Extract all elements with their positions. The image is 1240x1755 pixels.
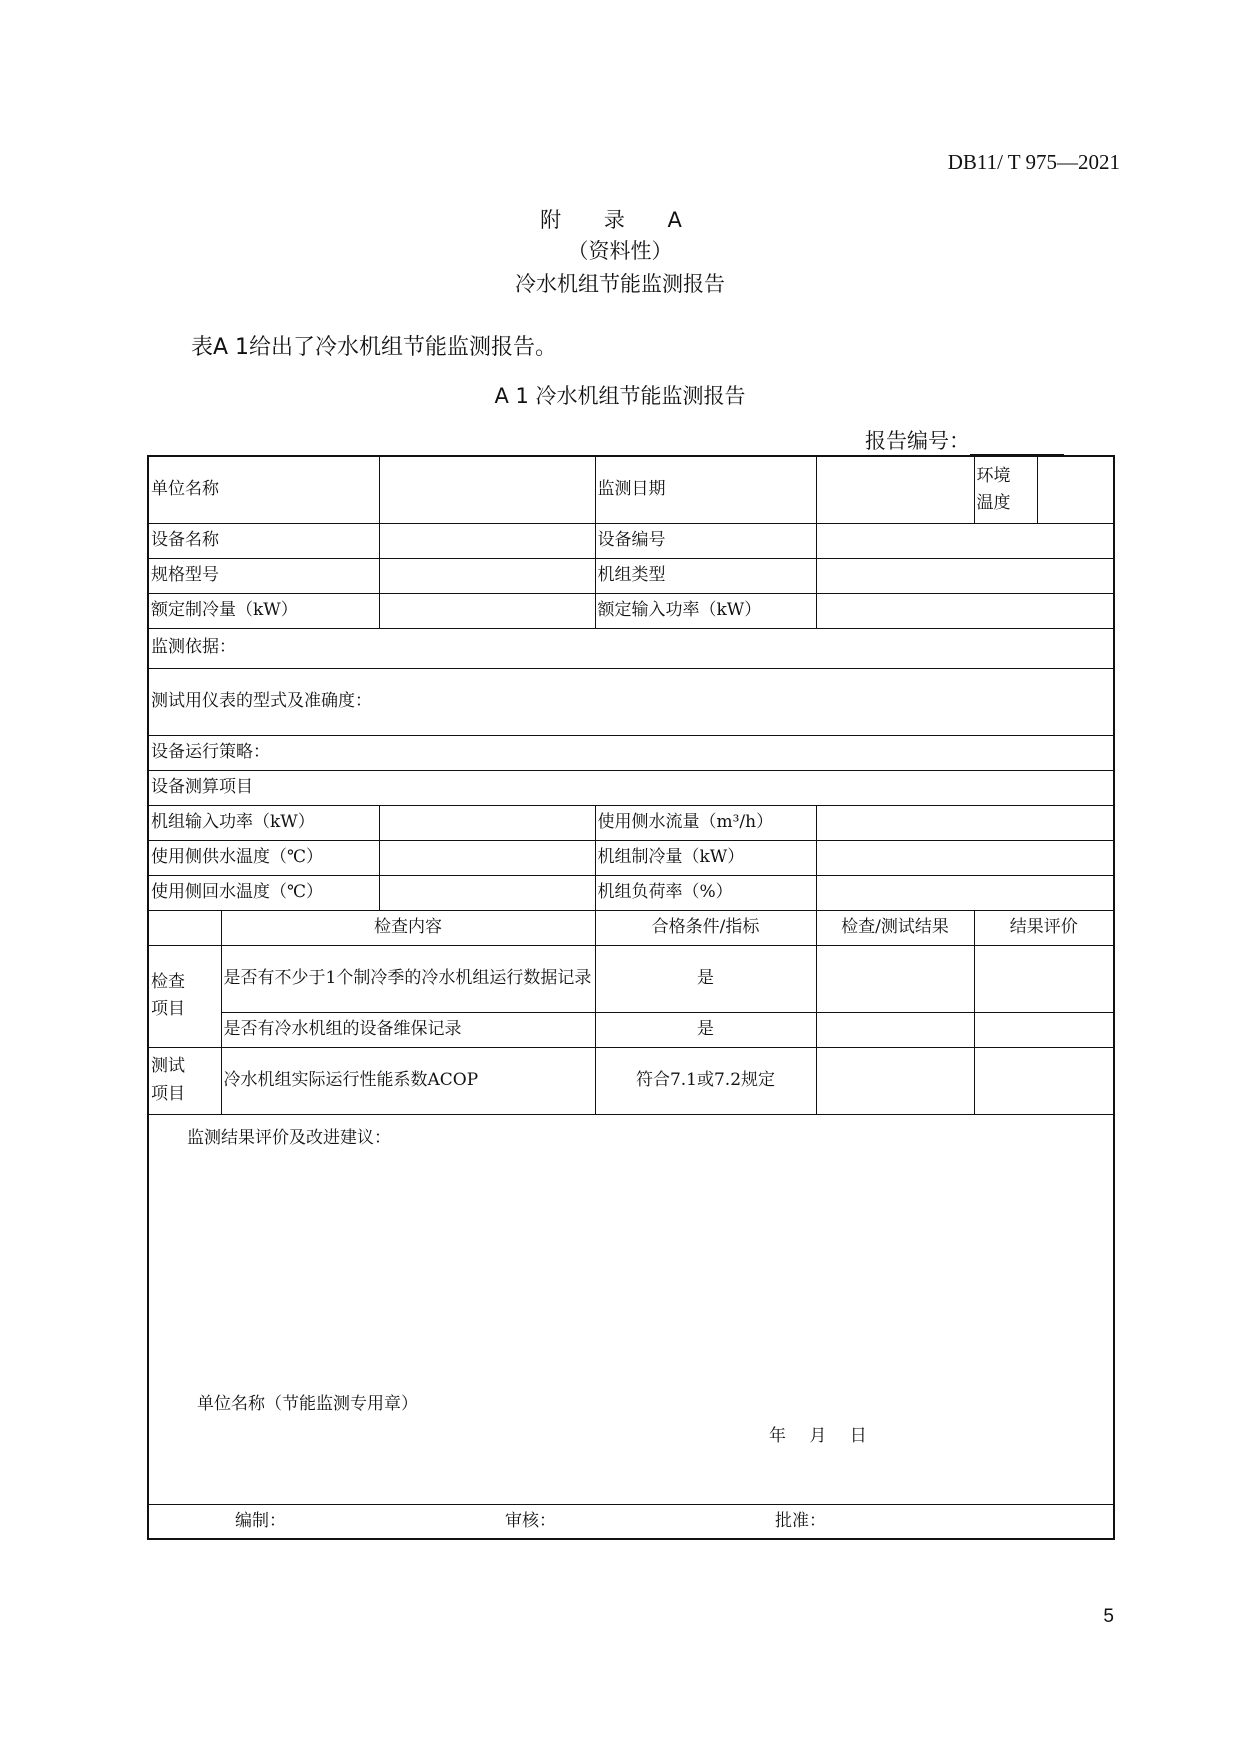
return-temp-label: 使用侧回水温度（℃） bbox=[148, 875, 379, 910]
item3-criteria: 符合7.1或7.2规定 bbox=[595, 1047, 816, 1114]
rated-cooling-value[interactable] bbox=[379, 593, 595, 628]
env-temp-label: 环境 温度 bbox=[974, 456, 1037, 523]
report-table bbox=[147, 455, 1115, 1540]
item2-content: 是否有冷水机组的设备维保记录 bbox=[221, 1012, 595, 1047]
test-items-label: 测试 项目 bbox=[148, 1047, 221, 1114]
table-row bbox=[148, 628, 1114, 668]
table-row bbox=[148, 558, 1114, 593]
evaluation-header: 结果评价 bbox=[974, 910, 1114, 945]
item1-content: 是否有不少于1个制冷季的冷水机组运行数据记录 bbox=[221, 945, 595, 1012]
table-row bbox=[148, 1504, 1114, 1539]
item3-result[interactable] bbox=[816, 1047, 974, 1114]
table-row bbox=[148, 456, 1114, 523]
compiled-label: 编制： bbox=[235, 1510, 286, 1531]
equipment-no-value[interactable] bbox=[816, 523, 1114, 558]
rated-cooling-label: 额定制冷量（kW） bbox=[148, 593, 379, 628]
unit-cooling-label: 机组制冷量（kW） bbox=[595, 840, 816, 875]
table-row bbox=[148, 1047, 1114, 1114]
table-row bbox=[148, 805, 1114, 840]
approved-label: 批准： bbox=[775, 1510, 826, 1531]
signature-row bbox=[148, 1504, 1114, 1539]
item2-criteria: 是 bbox=[595, 1012, 816, 1047]
table-row bbox=[148, 945, 1114, 1012]
equipment-name-label: 设备名称 bbox=[148, 523, 379, 558]
item1-result[interactable] bbox=[816, 945, 974, 1012]
table-row bbox=[148, 875, 1114, 910]
criteria-header: 合格条件/指标 bbox=[595, 910, 816, 945]
conclusion-label: 监测结果评价及改进建议： bbox=[187, 1127, 391, 1148]
spec-model-label: 规格型号 bbox=[148, 558, 379, 593]
date-label: 年 月 日 bbox=[769, 1425, 867, 1446]
appendix-type: （资料性） bbox=[567, 239, 673, 263]
return-temp-value[interactable] bbox=[379, 875, 595, 910]
instruments-field[interactable]: 测试用仪表的型式及准确度： bbox=[148, 668, 1114, 735]
calc-items-label: 设备测算项目 bbox=[148, 770, 1114, 805]
item2-result[interactable] bbox=[816, 1012, 974, 1047]
table-row bbox=[148, 523, 1114, 558]
reviewed-label: 审核： bbox=[505, 1510, 556, 1531]
water-flow-value[interactable] bbox=[816, 805, 1114, 840]
unit-name-value[interactable] bbox=[379, 456, 595, 523]
page-number: 5 bbox=[1103, 1606, 1114, 1627]
monitor-date-label: 监测日期 bbox=[595, 456, 816, 523]
unit-name-label: 单位名称 bbox=[148, 456, 379, 523]
table-row bbox=[148, 840, 1114, 875]
table-row bbox=[148, 668, 1114, 735]
inspect-items-label: 检查 项目 bbox=[148, 945, 221, 1047]
item3-evaluation[interactable] bbox=[974, 1047, 1114, 1114]
rated-input-label: 额定输入功率（kW） bbox=[595, 593, 816, 628]
report-number-label: 报告编号： bbox=[865, 429, 970, 453]
basis-field[interactable]: 监测依据： bbox=[148, 628, 1114, 668]
strategy-field[interactable]: 设备运行策略： bbox=[148, 735, 1114, 770]
equipment-name-value[interactable] bbox=[379, 523, 595, 558]
appendix-name: 冷水机组节能监测报告 bbox=[515, 272, 725, 296]
item1-evaluation[interactable] bbox=[974, 945, 1114, 1012]
supply-temp-label: 使用侧供水温度（℃） bbox=[148, 840, 379, 875]
seal-label: 单位名称（节能监测专用章） bbox=[197, 1393, 418, 1414]
unit-type-label: 机组类型 bbox=[595, 558, 816, 593]
water-flow-label: 使用侧水流量（m³/h） bbox=[595, 805, 816, 840]
conclusion-field[interactable] bbox=[148, 1114, 1114, 1504]
unit-cooling-value[interactable] bbox=[816, 840, 1114, 875]
table-row bbox=[148, 1012, 1114, 1047]
item1-criteria: 是 bbox=[595, 945, 816, 1012]
env-temp-value[interactable] bbox=[1037, 456, 1114, 523]
rated-input-value[interactable] bbox=[816, 593, 1114, 628]
table-row bbox=[148, 1114, 1114, 1504]
spec-model-value[interactable] bbox=[379, 558, 595, 593]
load-rate-value[interactable] bbox=[816, 875, 1114, 910]
table-row bbox=[148, 593, 1114, 628]
check-result-header: 检查/测试结果 bbox=[816, 910, 974, 945]
report-number bbox=[865, 425, 1064, 455]
supply-temp-value[interactable] bbox=[379, 840, 595, 875]
table-row bbox=[148, 910, 1114, 945]
intro-text: 表A 1给出了冷水机组节能监测报告。 bbox=[191, 335, 558, 360]
monitor-date-value[interactable] bbox=[816, 456, 974, 523]
check-content-header: 检查内容 bbox=[221, 910, 595, 945]
input-power-label: 机组输入功率（kW） bbox=[148, 805, 379, 840]
input-power-value[interactable] bbox=[379, 805, 595, 840]
table-row bbox=[148, 735, 1114, 770]
table-caption: A 1 冷水机组节能监测报告 bbox=[494, 384, 746, 408]
appendix-title: 附 录 A bbox=[540, 208, 700, 232]
item2-evaluation[interactable] bbox=[974, 1012, 1114, 1047]
load-rate-label: 机组负荷率（%） bbox=[595, 875, 816, 910]
report-number-blank[interactable] bbox=[970, 434, 1064, 455]
equipment-no-label: 设备编号 bbox=[595, 523, 816, 558]
table-row bbox=[148, 770, 1114, 805]
item3-content: 冷水机组实际运行性能系数ACOP bbox=[221, 1047, 595, 1114]
document-number: DB11/ T 975—2021 bbox=[947, 150, 1120, 174]
blank-corner bbox=[148, 910, 221, 945]
unit-type-value[interactable] bbox=[816, 558, 1114, 593]
